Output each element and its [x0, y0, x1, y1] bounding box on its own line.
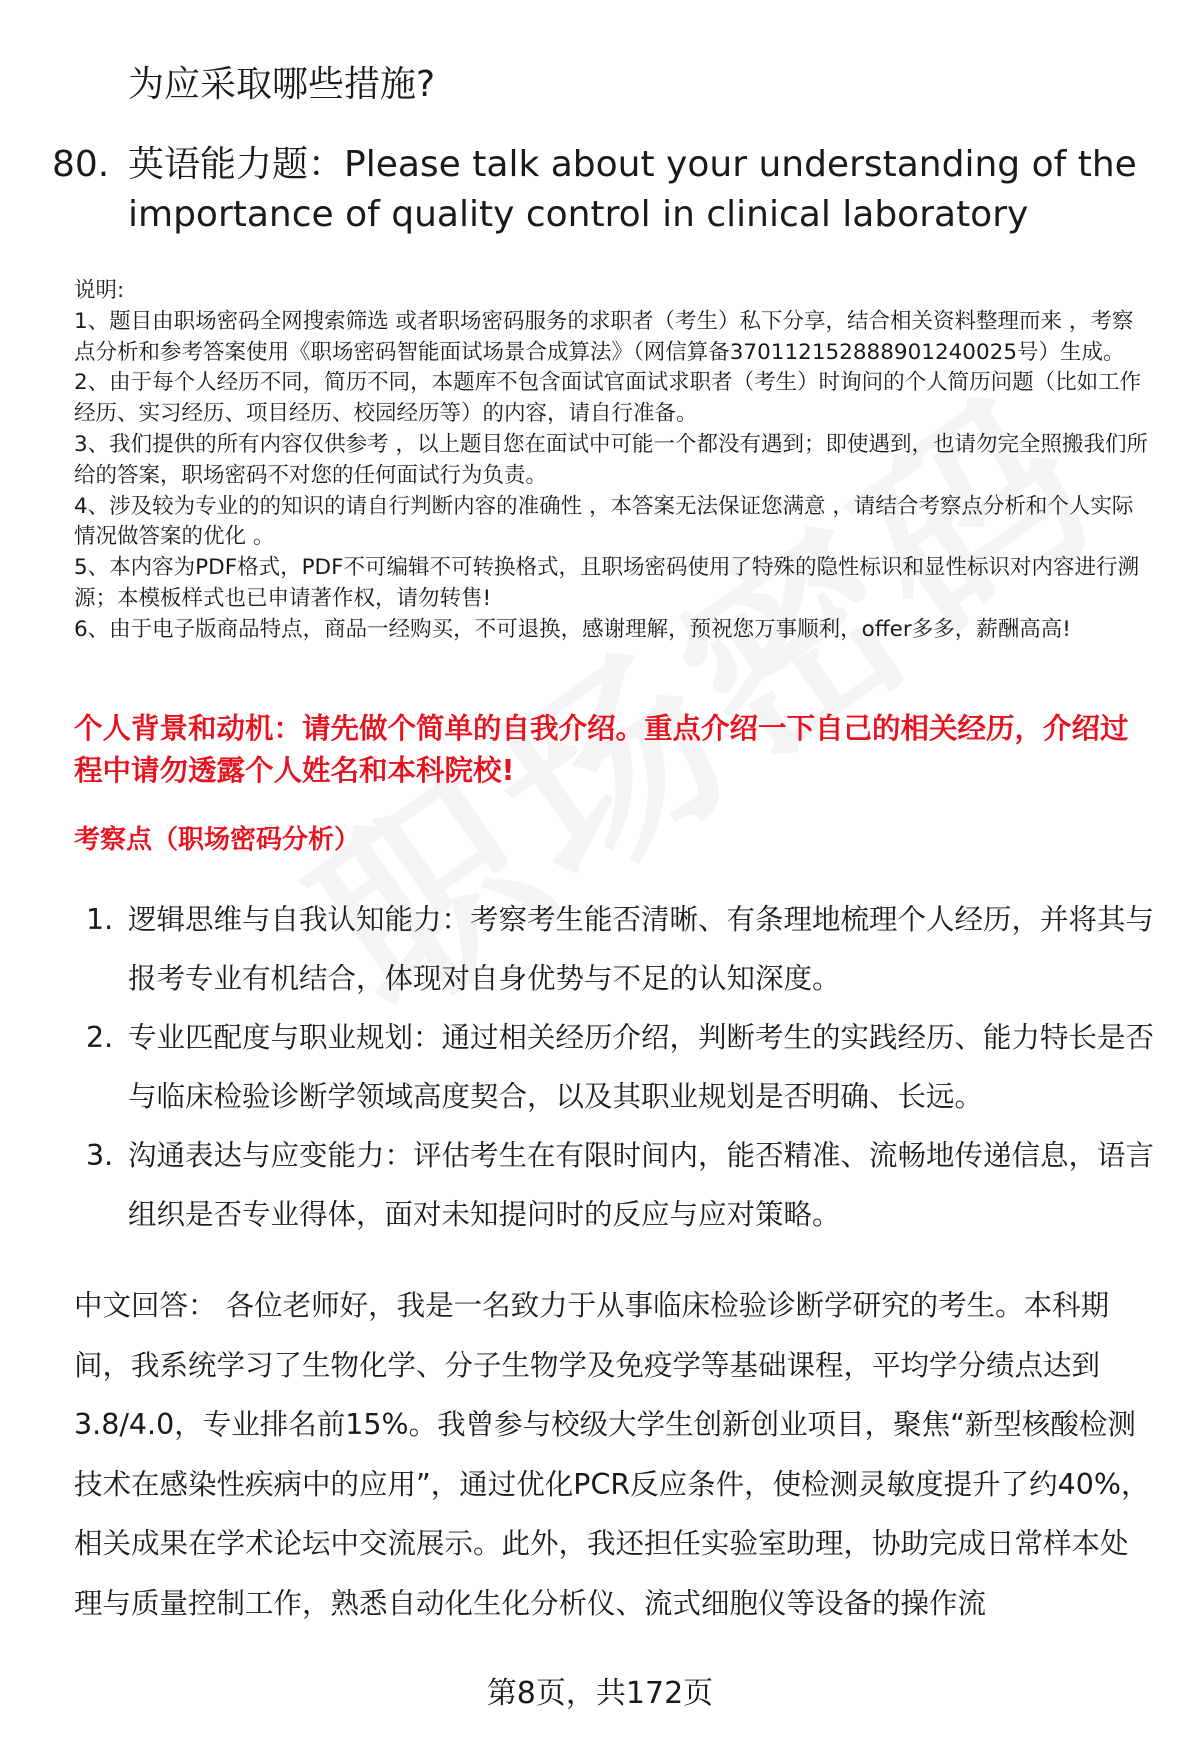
note-item: 1、题目由职场密码全网搜索筛选 或者职场密码服务的求职者（考生）私下分享，结合相关资料整理而来 ，考察点分析和参考答案使用《职场密码智能面试场景合成算法》（网信算备370112152888901240025号）生成。	[74, 308, 1134, 365]
point-text: 专业匹配度与职业规划：通过相关经历介绍，判断考生的实践经历、能力特长是否与临床检验诊断学领域高度契合，以及其职业规划是否明确、长远。	[128, 1021, 1155, 1113]
answer-text: 各位老师好，我是一名致力于从事临床检验诊断学研究的考生。本科期间，我系统学习了生物化学、分子生物学及免疫学等基础课程，平均学分绩点达到3.8/4.0，专业排名前15%。我曾参与校级大学生创新创业项目，聚焦“新型核酸检测技术在感染性疾病中的应用”，通过优化PCR反应条件，使检测灵敏度提升了约40%，相关成果在学术论坛中交流展示。此外，我还担任实验室助理，协助完成日常样本处理与质量控制工作，熟悉自动化生化分析仪、流式细胞仪等设备的操作流	[74, 1289, 1150, 1620]
analysis-list	[80, 890, 1160, 1244]
notes-heading: 说明:	[74, 278, 125, 303]
note-item: 6、由于电子版商品特点，商品一经购买，不可退换，感谢理解，预祝您万事顺利，offer多多，薪酬高高!	[74, 616, 1071, 642]
note-item: 2、由于每个人经历不同，简历不同，本题库不包含面试官面试求职者（考生）时询问的个人简历问题（比如工作经历、实习经历、项目经历、校园经历等）的内容，请自行准备。	[74, 370, 1142, 427]
point-text: 沟通表达与应变能力：评估考生在有限时间内，能否精准、流畅地传递信息，语言组织是否专业得体，面对未知提问时的反应与应对策略。	[128, 1139, 1155, 1231]
point-number: 2.	[86, 1021, 114, 1054]
question-number: 80.	[52, 144, 110, 185]
answer-paragraph	[74, 1276, 1154, 1633]
note-item: 5、本内容为PDF格式，PDF不可编辑不可转换格式，且职场密码使用了特殊的隐性标识和显性标识对内容进行溯源；本模板样式也已申请著作权，请勿转售!	[74, 555, 1139, 611]
notes-block	[74, 276, 1154, 646]
note-item: 3、我们提供的所有内容仅供参考 ，以上题目您在面试中可能一个都没有遇到；即使遇到，也请勿完全照搬我们所给的答案，职场密码不对您的任何面试行为负责。	[74, 431, 1149, 488]
question-text: 英语能力题：Please talk about your understanding of the importance of quality control in clinical laboratory	[128, 144, 1137, 235]
point-text: 逻辑思维与自我认知能力：考察考生能否清晰、有条理地梳理个人经历，并将其与报考专业有机结合，体现对自身优势与不足的认知深度。	[128, 903, 1155, 995]
section-title: 个人背景和动机：请先做个简单的自我介绍。重点介绍一下自己的相关经历，介绍过程中请勿透露个人姓名和本科院校!	[74, 712, 1129, 787]
analysis-heading: 考察点（职场密码分析）	[74, 825, 361, 855]
point-number: 3.	[86, 1139, 114, 1172]
page-footer: 第8页，共172页	[486, 1676, 714, 1711]
point-number: 1.	[86, 903, 114, 936]
answer-label: 中文回答：	[74, 1289, 217, 1322]
analysis-point	[80, 1126, 1160, 1244]
note-item: 4、涉及较为专业的的知识的请自行判断内容的准确性 ，本答案无法保证您满意 ，请结合考察点分析和个人实际情况做答案的优化 。	[74, 493, 1134, 550]
previous-question-tail: 为应采取哪些措施?	[128, 64, 436, 105]
analysis-point	[80, 890, 1160, 1008]
analysis-point	[80, 1008, 1160, 1126]
